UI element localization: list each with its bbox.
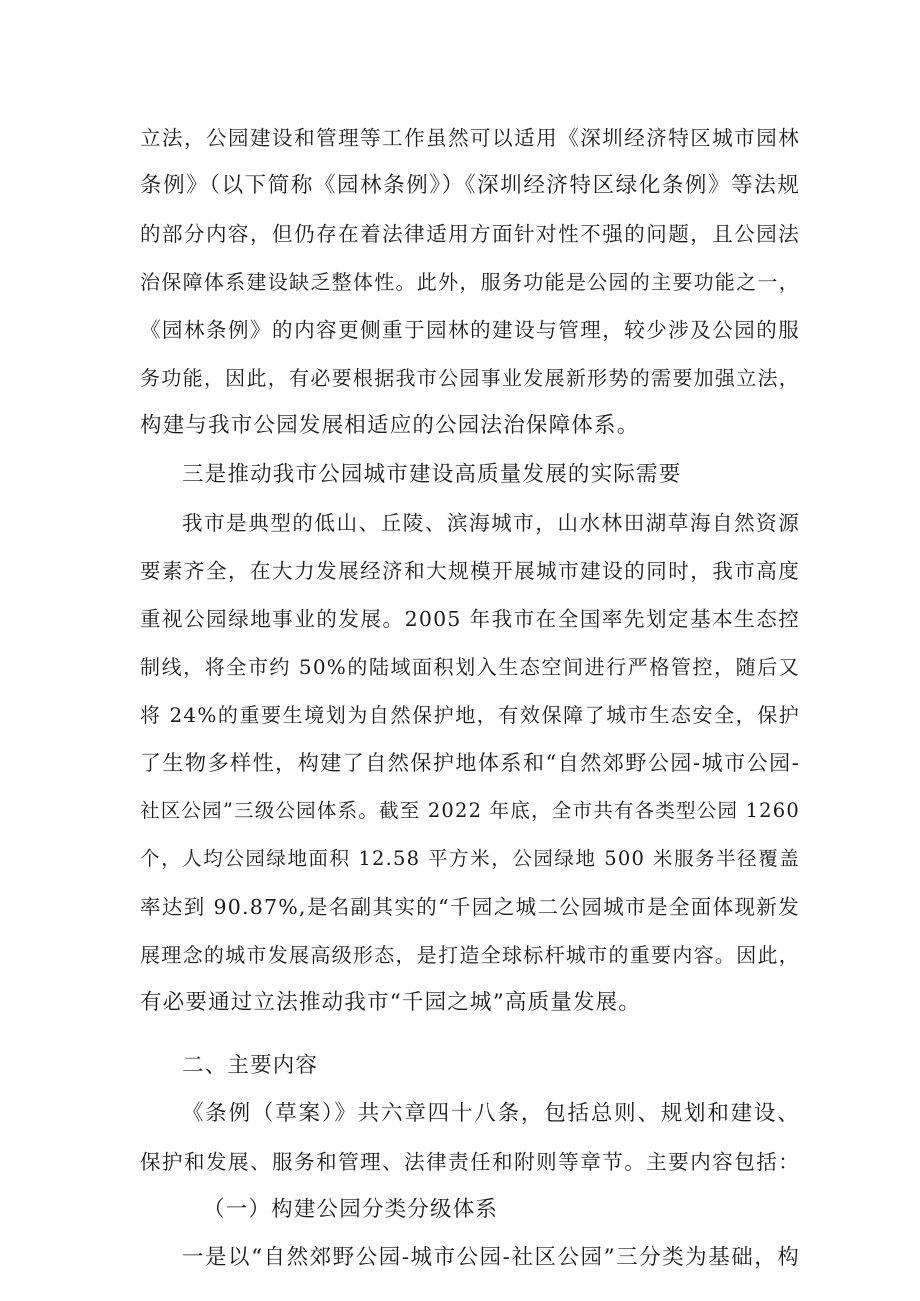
text-line: 的部分内容，但仍存在着法律适用方面针对性不强的问题，且公园法 [140, 222, 800, 246]
text-line: 重视公园绿地事业的发展。2005 年我市在全国率先划定基本生态控 [140, 607, 800, 631]
text-line: 《条例（草案）》共六章四十八条，包括总则、规划和建设、 [182, 1101, 800, 1126]
text-line: 治保障体系建设缺乏整体性。此外，服务功能是公园的主要功能之一， [140, 270, 800, 294]
text-line: 《园林条例》的内容更侧重于园林的建设与管理，较少涉及公园的服 [140, 318, 800, 342]
text-line: 我市是典型的低山、丘陵、滨海城市，山水林田湖草海自然资源 [182, 511, 800, 535]
text-line: 个，人均公园绿地面积 12.58 平方米，公园绿地 500 米服务半径覆盖 [140, 847, 800, 870]
text-line: 有必要通过立法推动我市“千园之城”高质量发展。 [140, 990, 642, 1015]
text-line: 社区公园”三级公园体系。截至 2022 年底，全市共有各类型公园 1260 [140, 799, 800, 822]
text-line: 要素齐全，在大力发展经济和大规模开展城市建设的同时，我市高度 [140, 559, 800, 583]
text-line: 一是以“自然郊野公园-城市公园-社区公园”三分类为基础，构 [182, 1245, 800, 1270]
text-line: 率达到 90.87%,是名副其实的“千园之城二公园城市是全面体现新发 [140, 895, 800, 919]
text-line: 构建与我市公园发展相适应的公园法治保障体系。 [140, 413, 640, 438]
text-line: 条例》（以下简称《园林条例》）《深圳经济特区绿化条例》等法规 [140, 173, 800, 198]
text-line: 务功能，因此，有必要根据我市公园事业发展新形势的需要加强立法， [140, 366, 800, 390]
text-line: 了生物多样性，构建了自然保护地体系和“自然郊野公园-城市公园- [140, 751, 800, 775]
text-line: 立法，公园建设和管理等工作虽然可以适用《深圳经济特区城市园林 [140, 126, 800, 150]
text-line: 将 24%的重要生境划为自然保护地，有效保障了城市生态安全，保护 [140, 703, 800, 727]
subsection-heading: （一）构建公园分类分级体系 [203, 1197, 499, 1222]
section-heading: 三是推动我市公园城市建设高质量发展的实际需要 [182, 462, 682, 487]
text-line: 保护和发展、服务和管理、法律责任和附则等章节。主要内容包括： [140, 1150, 800, 1174]
text-line: 展理念的城市发展高级形态，是打造全球标杆城市的重要内容。因此， [140, 943, 800, 967]
text-line: 制线，将全市约 50%的陆域面积划入生态空间进行严格管控，随后又 [140, 655, 800, 679]
chapter-heading: 二、主要内容 [182, 1053, 319, 1078]
